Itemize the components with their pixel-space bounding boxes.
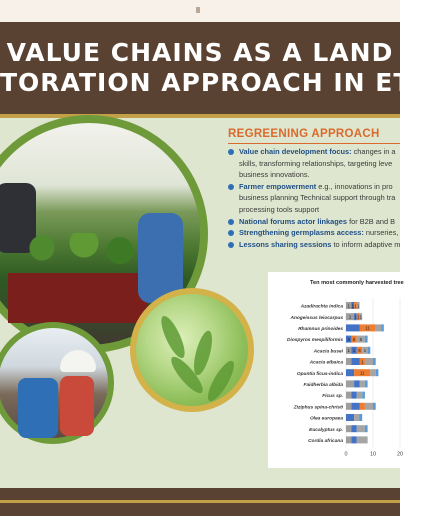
chart-data-label: 1 — [359, 314, 363, 320]
chart-canvas — [268, 272, 408, 468]
leaf-shape — [157, 313, 189, 361]
leaf-shape — [190, 329, 215, 377]
bullet-item: Value chain development focus: changes in a — [228, 147, 408, 157]
chart-bar-segment — [346, 392, 351, 399]
chart-bar-segment — [365, 425, 368, 432]
chart-bar-segment — [346, 425, 351, 432]
chart-data-label: 1 — [354, 314, 357, 320]
chart-bar-segment — [362, 392, 365, 399]
poster-title-line-1: VALUE CHAINS AS A LAND — [6, 38, 394, 67]
chart-bar-segment — [346, 324, 360, 331]
chart-category-label: Rhamnus prinoides — [298, 327, 343, 332]
chart-bar-segment — [351, 436, 356, 443]
chart-bar-segment — [370, 369, 375, 376]
bullet-dot-icon — [228, 242, 234, 248]
chart-bar-segment — [360, 403, 365, 410]
chart-category-label: Olea europaea — [309, 416, 343, 422]
chart-data-label: 1 — [363, 348, 367, 354]
chart-bar-segment — [354, 414, 359, 421]
bottom-band — [0, 488, 400, 516]
chart-category-label: Azadirachta indica — [300, 304, 343, 310]
chart-bar-segment — [346, 369, 354, 376]
chart-bar-segment — [351, 358, 359, 365]
bullet-item: Strengthening germplasms access: nurseries, — [228, 228, 408, 238]
bullet-item-cont: processing tools support — [239, 204, 320, 214]
chart-data-label: 1 — [354, 303, 357, 309]
bottom-gold-rule — [0, 500, 400, 503]
chart-category-label: Eucalyptus sp. — [309, 427, 343, 433]
participant-figure — [18, 378, 58, 438]
chart-bar-segment — [354, 380, 359, 387]
eucalyptus-leaves-photo — [130, 288, 254, 412]
chart-bar-segment — [381, 324, 384, 331]
chart-data-label: 6 — [358, 348, 361, 354]
chart-data-label: 1 — [352, 348, 356, 354]
top-band — [0, 0, 400, 22]
chart-bar-segment — [351, 403, 359, 410]
chart-x-tick: 20 — [396, 451, 404, 458]
chart-bar-segment — [365, 380, 368, 387]
chart-bar-segment — [376, 369, 379, 376]
chart-category-label: Opuntia ficus-indica — [296, 371, 343, 377]
chart-bar-segment — [365, 336, 368, 343]
bullet-item-cont: business planning Technical support through tra — [239, 193, 396, 203]
chart-bar-segment — [346, 358, 351, 365]
chart-category-label: Anogeissus leiocarpus — [290, 315, 343, 321]
chart-bar-segment — [351, 392, 356, 399]
bullet-item-cont: skills, transforming relationships, targeting leve — [239, 158, 393, 168]
chart-bar-segment — [373, 403, 376, 410]
chart-bar-segment — [365, 403, 373, 410]
bullet-dot-icon — [228, 230, 234, 236]
bullet-item: Farmer empowerment e.g., innovations in pro — [228, 182, 408, 192]
chart-data-label: 11 — [365, 325, 370, 331]
chart-data-label: 1 — [347, 303, 350, 309]
participant-figure — [60, 376, 94, 436]
chart-category-label: Cordia africana — [308, 439, 343, 444]
bullet-dot-icon — [228, 219, 234, 225]
chart-data-label: 8 — [359, 336, 363, 342]
bullet-dot-icon — [228, 149, 234, 155]
chart-bar-segment — [357, 436, 368, 443]
chart-bar-segment — [346, 403, 351, 410]
chart-bar-segment — [357, 392, 362, 399]
chart-category-label: Faidherbia albida — [303, 383, 343, 388]
regreening-bullets — [228, 147, 408, 251]
chart-x-tick: 10 — [369, 451, 377, 458]
chart-bar-segment — [368, 347, 371, 354]
chart-category-label: Acacia busei — [313, 349, 343, 355]
bullet-item: Lessons sharing sessions to inform adaptive m — [228, 240, 408, 250]
chart-data-label: 8 — [352, 336, 356, 342]
chart-bar-segment — [346, 380, 354, 387]
bullet-dot-icon — [228, 184, 234, 190]
regreening-heading: REGREENING APPROACH — [228, 128, 380, 140]
chart-bar-segment — [373, 358, 376, 365]
bullet-item: National forums actor linkages for B2B and B — [228, 217, 408, 227]
chart-bar-segment — [360, 414, 363, 421]
chart-data-label: 1 — [356, 303, 360, 309]
chart-bar-segment — [365, 358, 373, 365]
chart-data-label: 8 — [347, 336, 350, 342]
chart-bar-segment — [357, 425, 365, 432]
chart-data-label: 1 — [348, 314, 352, 320]
chart-category-label: Acacia etbaica — [309, 360, 343, 366]
chart-data-label: 1 — [356, 314, 360, 320]
chart-category-label: Diospyros mespiliformis — [287, 338, 343, 344]
chart-category-label: Ziziphus spina-christi — [293, 405, 343, 411]
chart-data-label: 1 — [361, 359, 364, 365]
chart-category-label: Ficus sp. — [322, 394, 343, 400]
chart-x-tick: 0 — [344, 451, 348, 458]
chart-bar-segment — [346, 414, 354, 421]
poster-title-line-2: TORATION APPROACH IN ETH — [0, 68, 433, 97]
chart-bar-segment — [351, 425, 356, 432]
harvested-trees-chart — [268, 272, 408, 468]
hat-figure — [60, 350, 96, 372]
chart-bar-segment — [346, 436, 351, 443]
regreening-underline — [228, 143, 400, 144]
chart-data-label: 11 — [360, 370, 365, 376]
chart-title: Ten most commonly harvested tree — [310, 280, 404, 286]
top-marker — [196, 7, 200, 13]
chart-bar-segment — [360, 380, 365, 387]
truck-bed — [8, 273, 148, 323]
chart-bar-segment — [376, 324, 381, 331]
chart-data-label: 1 — [347, 348, 350, 354]
bullet-item-cont: business innovations. — [239, 170, 310, 180]
chart-data-label: 1 — [351, 303, 354, 309]
